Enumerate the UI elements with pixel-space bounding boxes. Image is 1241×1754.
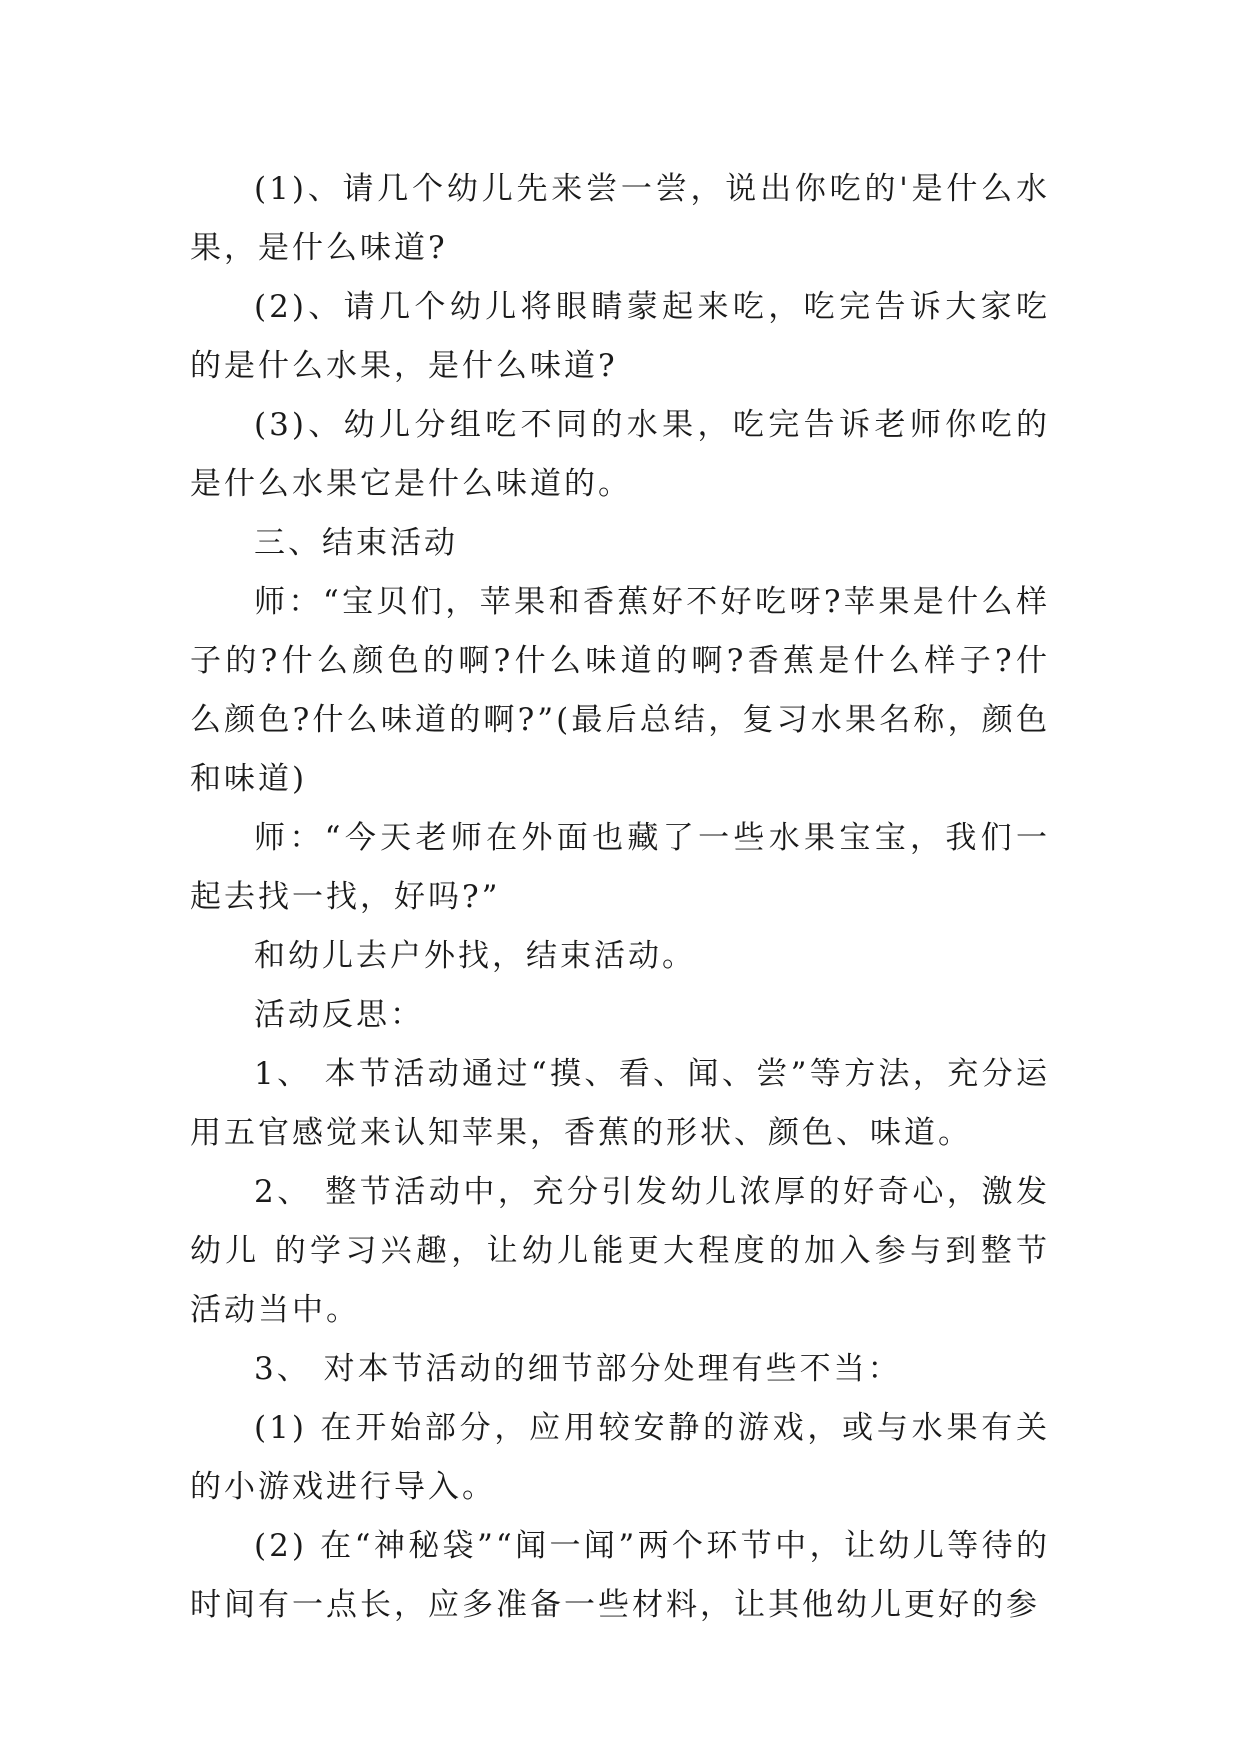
paragraph-teacher-1: 师：“宝贝们，苹果和香蕉好不好吃呀?苹果是什么样子的?什么颜色的啊?什么味道的啊?香蕉是什么样子?什么颜色?什么味道的啊?”(最后总结，复习水果名称，颜色和味道) [190,584,1050,797]
document-body [190,160,1050,1635]
section-heading: 三、结束活动 [254,525,458,561]
reflection-2: 2、 整节活动中，充分引发幼儿浓厚的好奇心，激发幼儿 的学习兴趣，让幼儿能更大程度的加入参与到整节活动当中。 [190,1174,1050,1328]
reflection-3-2: (2) 在“神秘袋”“闻一闻”两个环节中，让幼儿等待的时间有一点长，应多准备一些材料，让其他幼儿更好的参 [190,1528,1050,1623]
reflection-heading: 活动反思： [254,997,424,1033]
paragraph-1: (1)、请几个幼儿先来尝一尝，说出你吃的'是什么水果，是什么味道? [190,171,1050,266]
paragraph-3: (3)、幼儿分组吃不同的水果，吃完告诉老师你吃的是什么水果它是什么味道的。 [190,407,1050,502]
reflection-1: 1、 本节活动通过“摸、看、闻、尝”等方法，充分运用五官感觉来认知苹果，香蕉的形状、颜色、味道。 [190,1056,1050,1151]
paragraph-end: 和幼儿去户外找，结束活动。 [254,938,696,974]
reflection-3: 3、 对本节活动的细节部分处理有些不当： [254,1351,902,1387]
paragraph-teacher-2: 师：“今天老师在外面也藏了一些水果宝宝，我们一起去找一找，好吗?” [190,820,1050,915]
reflection-3-1: (1) 在开始部分，应用较安静的游戏，或与水果有关的小游戏进行导入。 [190,1410,1050,1505]
paragraph-2: (2)、请几个幼儿将眼睛蒙起来吃，吃完告诉大家吃的是什么水果，是什么味道? [190,289,1050,384]
